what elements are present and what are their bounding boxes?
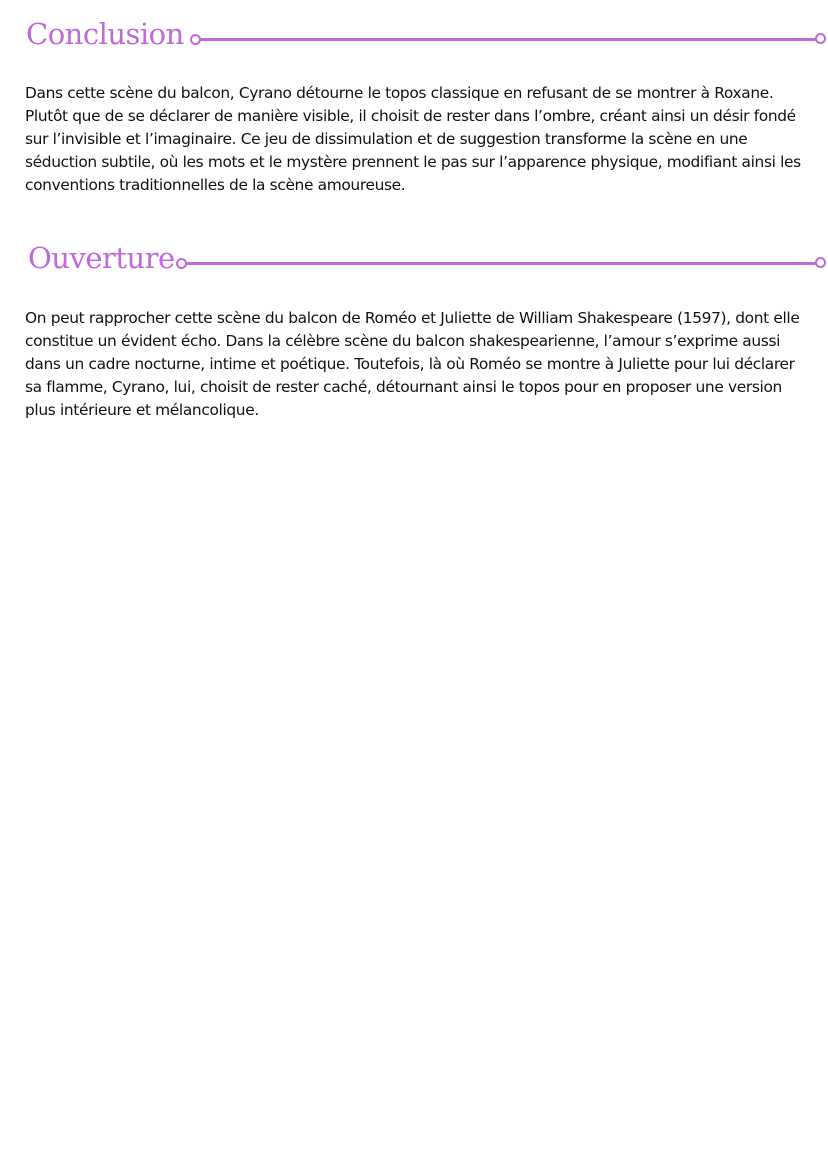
conclusion-title: Conclusion <box>26 17 184 51</box>
ouverture-title: Ouverture <box>28 241 175 275</box>
rule-end-circle-icon <box>815 33 826 44</box>
heading-divider-line <box>200 38 816 41</box>
conclusion-paragraph: Dans cette scène du balcon, Cyrano détourne le topos classique en refusant de se montrer à Roxane. Plutôt que de se déclarer de manière visible, il choisit de rester dans l’ombre, créant ainsi un désir fondé sur l’invisible et l’imaginaire. Ce jeu de dissimulation et de suggestion transforme la scène en une séduction subtile, où les mots et le mystère prennent le pas sur l’apparence physique, modifiant ainsi les conventions traditionnelles de la scène amoureuse. <box>25 84 801 194</box>
ouverture-paragraph: On peut rapprocher cette scène du balcon de Roméo et Juliette de William Shakespeare (1597), dont elle constitue un évident écho. Dans la célèbre scène du balcon shakespearienne, l’amour s’exprime aussi dans un cadre nocturne, intime et poétique. Toutefois, là où Roméo se montre à Juliette pour lui déclarer sa flamme, Cyrano, lui, choisit de rester caché, détournant ainsi le topos pour en proposer une version plus intérieure et mélancolique. <box>25 309 800 419</box>
ouverture-heading <box>0 242 828 282</box>
rule-end-circle-icon <box>815 257 826 268</box>
heading-divider-line <box>186 262 816 265</box>
conclusion-heading <box>0 18 828 58</box>
